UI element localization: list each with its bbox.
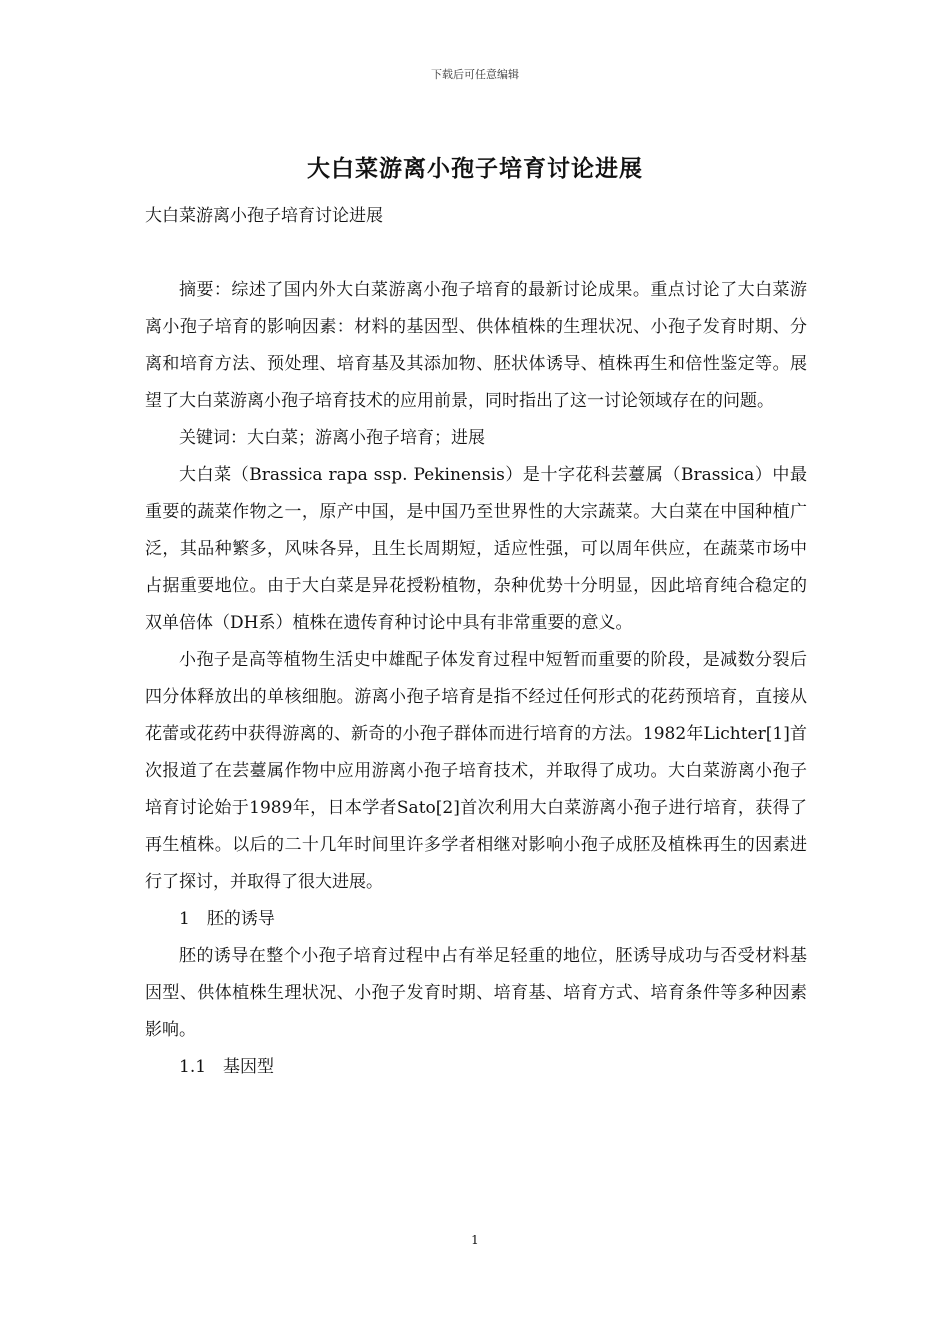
page-header: 下载后可任意编辑 [431,68,519,81]
page-number: 1 [471,1233,479,1247]
section-1-paragraph: 胚的诱导在整个小孢子培育过程中占有举足轻重的地位，胚诱导成功与否受材料基因型、供体植株生理状况、小孢子发育时期、培育基、培育方式、培育条件等多种因素影响。 [145,946,807,1040]
document-title: 大白菜游离小孢子培育讨论进展 [307,155,643,182]
document-subtitle: 大白菜游离小孢子培育讨论进展 [145,206,383,226]
document-body [145,198,807,1086]
abstract-paragraph: 摘要：综述了国内外大白菜游离小孢子培育的最新讨论成果。重点讨论了大白菜游离小孢子培育的影响因素：材料的基因型、供体植株的生理状况、小孢子发育时期、分离和培育方法、预处理、培育基及其添加物、胚状体诱导、植株再生和倍性鉴定等。展望了大白菜游离小孢子培育技术的应用前景，同时指出了这一讨论领域存在的问题。 [145,280,807,411]
keywords-paragraph: 关键词：大白菜；游离小孢子培育；进展 [179,428,485,448]
section-heading-1-1: 1.1 基因型 [179,1057,275,1077]
intro-paragraph-2: 小孢子是高等植物生活史中雄配子体发育过程中短暂而重要的阶段，是减数分裂后四分体释放出的单核细胞。游离小孢子培育是指不经过任何形式的花药预培育，直接从花蕾或花药中获得游离的、新奇的小孢子群体而进行培育的方法。1982年Lichter[1]首次报道了在芸薹属作物中应用游离小孢子培育技术，并取得了成功。大白菜游离小孢子培育讨论始于1989年，日本学者Sato[2]首次利用大白菜游离小孢子进行培育，获得了再生植株。以后的二十几年时间里许多学者相继对影响小孢子成胚及植株再生的因素进行了探讨，并取得了很大进展。 [145,650,807,892]
intro-paragraph-1: 大白菜（Brassica rapa ssp. Pekinensis）是十字花科芸薹属（Brassica）中最重要的蔬菜作物之一，原产中国，是中国乃至世界性的大宗蔬菜。大白菜在中国种植广泛，其品种繁多，风味各异，且生长周期短，适应性强，可以周年供应，在蔬菜市场中占据重要地位。由于大白菜是异花授粉植物，杂种优势十分明显，因此培育纯合稳定的双单倍体（DH系）植株在遗传育种讨论中具有非常重要的意义。 [145,465,807,633]
blank-line [145,235,807,272]
section-heading-1: 1 胚的诱导 [179,909,275,929]
